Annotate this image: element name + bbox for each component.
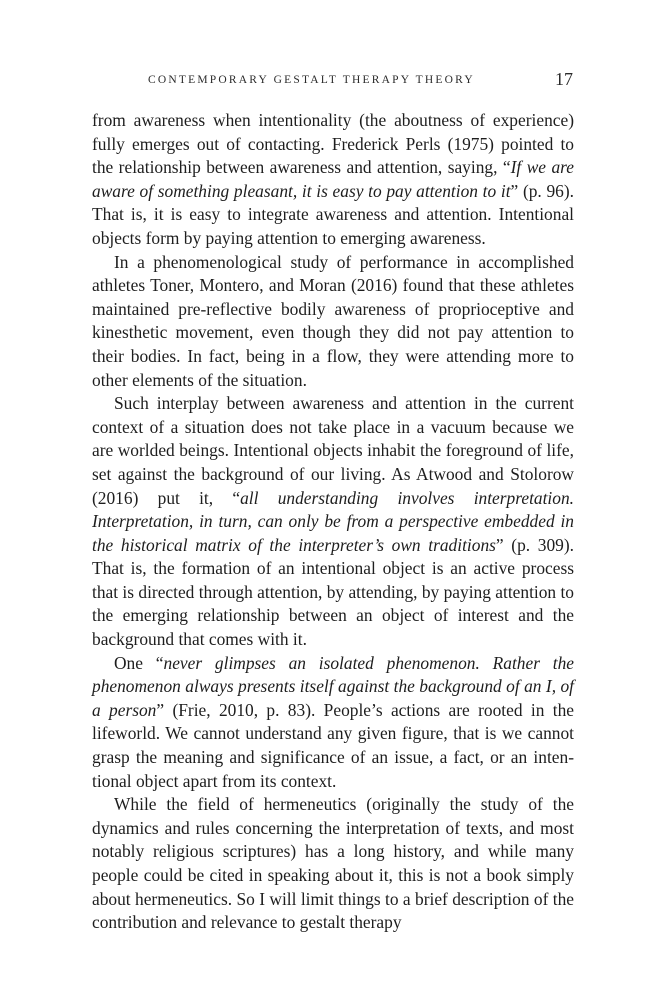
text-run: In a phenomenological study of performance in accomplished athletes Toner, Montero, and Moran (2016) found that these athletes maintained pre-reflective bodily awareness of proprioceptive and kinesthetic movement, even though they did not pay attention to their bodies. In fact, being in a flow, they were attending more to other elements of the situation. xyxy=(92,251,574,390)
text-run: ” (p. 96). That is, it is easy to integrate awareness and attention. Intentional objects form by paying attention to emerging awareness. xyxy=(92,180,574,248)
body-text xyxy=(92,109,574,935)
page-header xyxy=(92,66,573,96)
paragraph xyxy=(92,251,574,393)
page-number: 17 xyxy=(555,69,573,89)
paragraph xyxy=(92,109,574,251)
text-run: ” (p. 309). That is, the formation of an intentional object is an active process that is directed through attention, by attending, by paying attention to the emerging relationship between an object of interest and the background that comes with it. xyxy=(92,534,575,650)
paragraph xyxy=(92,652,574,794)
text-run: from awareness when intentionality (the aboutness of experience) fully emerges out of contacting. Frederick Perls (1975) pointed to the relationship between awareness and attention, saying, “ xyxy=(92,110,574,178)
quote-text: all understanding involves interpretation. Interpretation, in turn, can only be from a perspective embedded in the historical matrix of the interpreter’s own traditions xyxy=(92,487,574,555)
quote-text: never glimpses an isolated phenomenon. Rather the phenomenon always presents itself against the background of an I, of a person xyxy=(92,652,574,720)
text-run: Such interplay between awareness and attention in the current context of a situation does not take place in a vacuum because we are worlded beings. Intentional objects inhabit the foreground of life, set against the background of our living. As Atwood and Stolorow (2016) put it, “ xyxy=(92,393,574,508)
text-run: While the field of hermeneutics (originally the study of the dynamics and rules concerning the interpretation of texts, and most notably religious scriptures) has a long history, and while many people could be cited in speaking about it, this is not a book simply about hermeneutics. So I will limit things to a brief description of the contribution and relevance to gestalt therapy xyxy=(92,794,574,933)
text-run: ” (Frie, 2010, p. 83). People’s actions are rooted in the lifeworld. We cannot understand any given figure, that is we cannot grasp the meaning and significance of an issue, a fact, or an intentional object apart from its context. xyxy=(92,699,575,791)
quote-text: If we are aware of something pleasant, it is easy to pay attention to it xyxy=(92,157,574,201)
paragraph xyxy=(92,392,574,652)
running-head: CONTEMPORARY GESTALT THERAPY THEORY xyxy=(148,74,475,86)
text-run: One “ xyxy=(114,652,164,673)
paragraph xyxy=(92,793,574,935)
